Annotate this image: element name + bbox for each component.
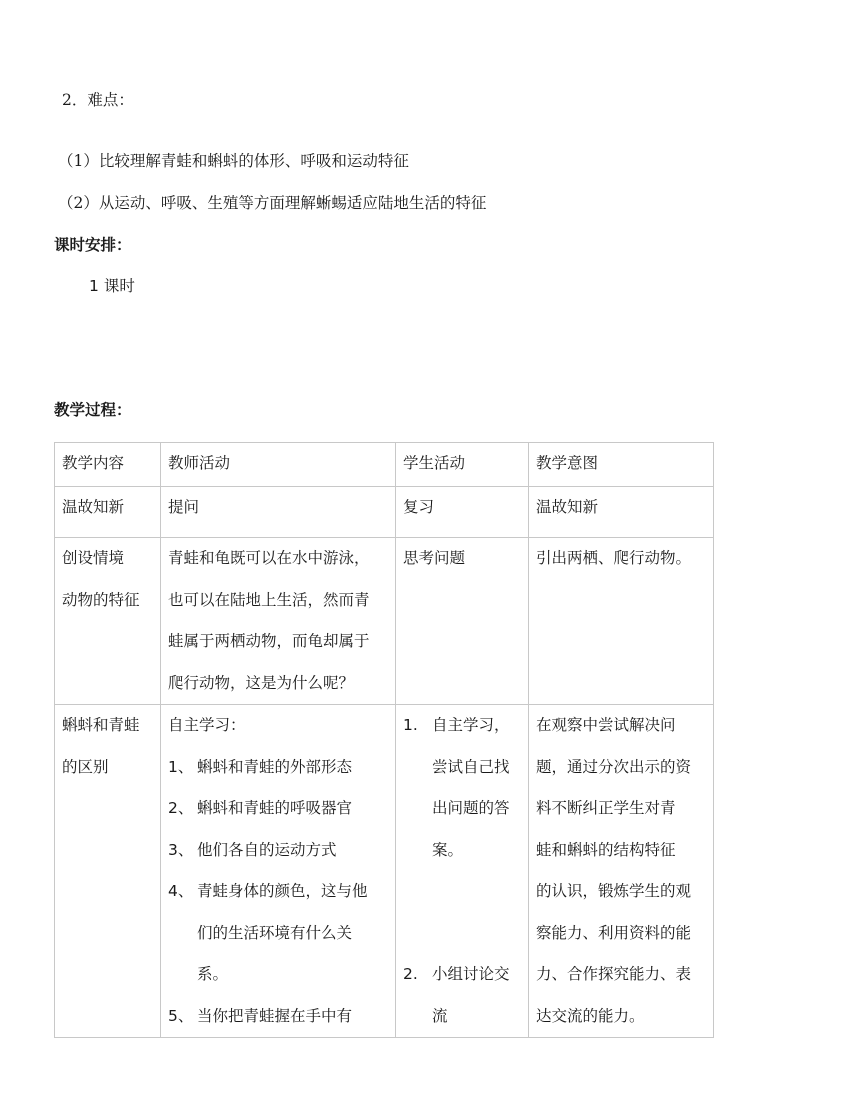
list-item xyxy=(168,871,388,913)
cell-line: 动物的特征 xyxy=(62,590,140,609)
table-cell: 复习 xyxy=(396,487,529,538)
table-cell xyxy=(161,538,396,705)
cell-line: 察能力、利用资料的能 xyxy=(536,923,692,942)
cell-line: 蛙属于两栖动物，而龟却属于 xyxy=(168,632,370,650)
table-cell: 思考问题 xyxy=(396,538,529,705)
table-cell xyxy=(396,705,529,1038)
schedule-hours-unit: 课时 xyxy=(103,277,135,295)
cell-line: 在观察中尝试解决问 xyxy=(536,716,676,734)
process-heading: 教学过程： xyxy=(54,401,132,419)
cell-line: 蝌蚪和青蛙 xyxy=(62,716,140,734)
list-text: 当你把青蛙握在手中有 xyxy=(197,1006,353,1025)
list-item xyxy=(168,788,388,830)
list-item xyxy=(403,954,521,996)
list-item xyxy=(168,996,388,1038)
list-text: 蝌蚪和青蛙的呼吸器官 xyxy=(197,799,353,817)
list-text: 小组讨论交 xyxy=(432,965,510,983)
cell-line: 蛙和蝌蚪的结构特征 xyxy=(536,840,676,859)
table-row xyxy=(55,538,714,705)
list-item xyxy=(403,705,521,747)
list-item xyxy=(168,830,388,872)
table-row xyxy=(55,487,714,538)
cell-line: 题，通过分次出示的资 xyxy=(536,757,692,776)
header-cell: 教学内容 xyxy=(55,443,161,487)
spacer xyxy=(403,871,521,954)
cell-line: 的区别 xyxy=(62,757,109,776)
schedule-hours-number: 1 xyxy=(89,277,99,295)
cell-line: 料不断纠正学生对青 xyxy=(536,799,676,817)
list-text-continued: 系。 xyxy=(197,965,229,983)
header-cell: 学生活动 xyxy=(396,443,529,487)
schedule-heading: 课时安排： xyxy=(54,236,132,254)
list-number: 4、 xyxy=(168,882,194,900)
cell-line: 也可以在陆地上生活，然而青 xyxy=(168,590,370,609)
cell-line: 力、合作探究能力、表 xyxy=(536,965,692,983)
teaching-process-table xyxy=(54,442,714,1038)
cell-line: 达交流的能力。 xyxy=(536,1006,645,1025)
table-cell: 提问 xyxy=(161,487,396,538)
table-cell: 温故知新 xyxy=(529,487,714,538)
list-text: 他们各自的运动方式 xyxy=(197,840,337,859)
list-number: 1. xyxy=(403,716,418,734)
table-row xyxy=(55,705,714,1038)
list-number: 1、 xyxy=(168,757,194,776)
list-number: 2. xyxy=(403,965,418,983)
schedule-hours xyxy=(89,274,135,296)
table-cell: 温故知新 xyxy=(55,487,161,538)
difficulty-item-1: （1）比较理解青蛙和蝌蚪的体形、呼吸和运动特征 xyxy=(58,152,409,170)
teacher-intro: 自主学习： xyxy=(168,716,246,734)
list-text: 蝌蚪和青蛙的外部形态 xyxy=(197,757,353,776)
cell-line: 创设情境 xyxy=(62,549,125,567)
table-cell xyxy=(529,705,714,1038)
cell-line: 青蛙和龟既可以在水中游泳， xyxy=(168,549,370,567)
table-header-row xyxy=(55,443,714,487)
cell-line: 爬行动物，这是为什么呢？ xyxy=(168,673,355,692)
list-text: 自主学习， xyxy=(432,716,510,734)
difficulty-heading: 2．难点： xyxy=(62,91,134,109)
difficulty-item-2: （2）从运动、呼吸、生殖等方面理解蜥蜴适应陆地生活的特征 xyxy=(58,194,487,212)
header-cell: 教师活动 xyxy=(161,443,396,487)
list-number: 2、 xyxy=(168,799,194,817)
table-cell xyxy=(55,538,161,705)
table-cell: 引出两栖、爬行动物。 xyxy=(529,538,714,705)
list-text-continued: 尝试自己找 xyxy=(432,757,510,776)
cell-line: 的认识，锻炼学生的观 xyxy=(536,882,692,900)
list-text-continued: 出问题的答 xyxy=(432,799,510,817)
table-cell xyxy=(55,705,161,1038)
table-cell xyxy=(161,705,396,1038)
list-item xyxy=(168,747,388,789)
list-text: 青蛙身体的颜色，这与他 xyxy=(197,882,368,900)
list-text-continued: 们的生活环境有什么关 xyxy=(197,923,353,942)
list-number: 5、 xyxy=(168,1006,194,1025)
header-cell: 教学意图 xyxy=(529,443,714,487)
list-text-continued: 案。 xyxy=(432,840,464,859)
list-number: 3、 xyxy=(168,840,194,859)
list-text-continued: 流 xyxy=(432,1006,448,1025)
